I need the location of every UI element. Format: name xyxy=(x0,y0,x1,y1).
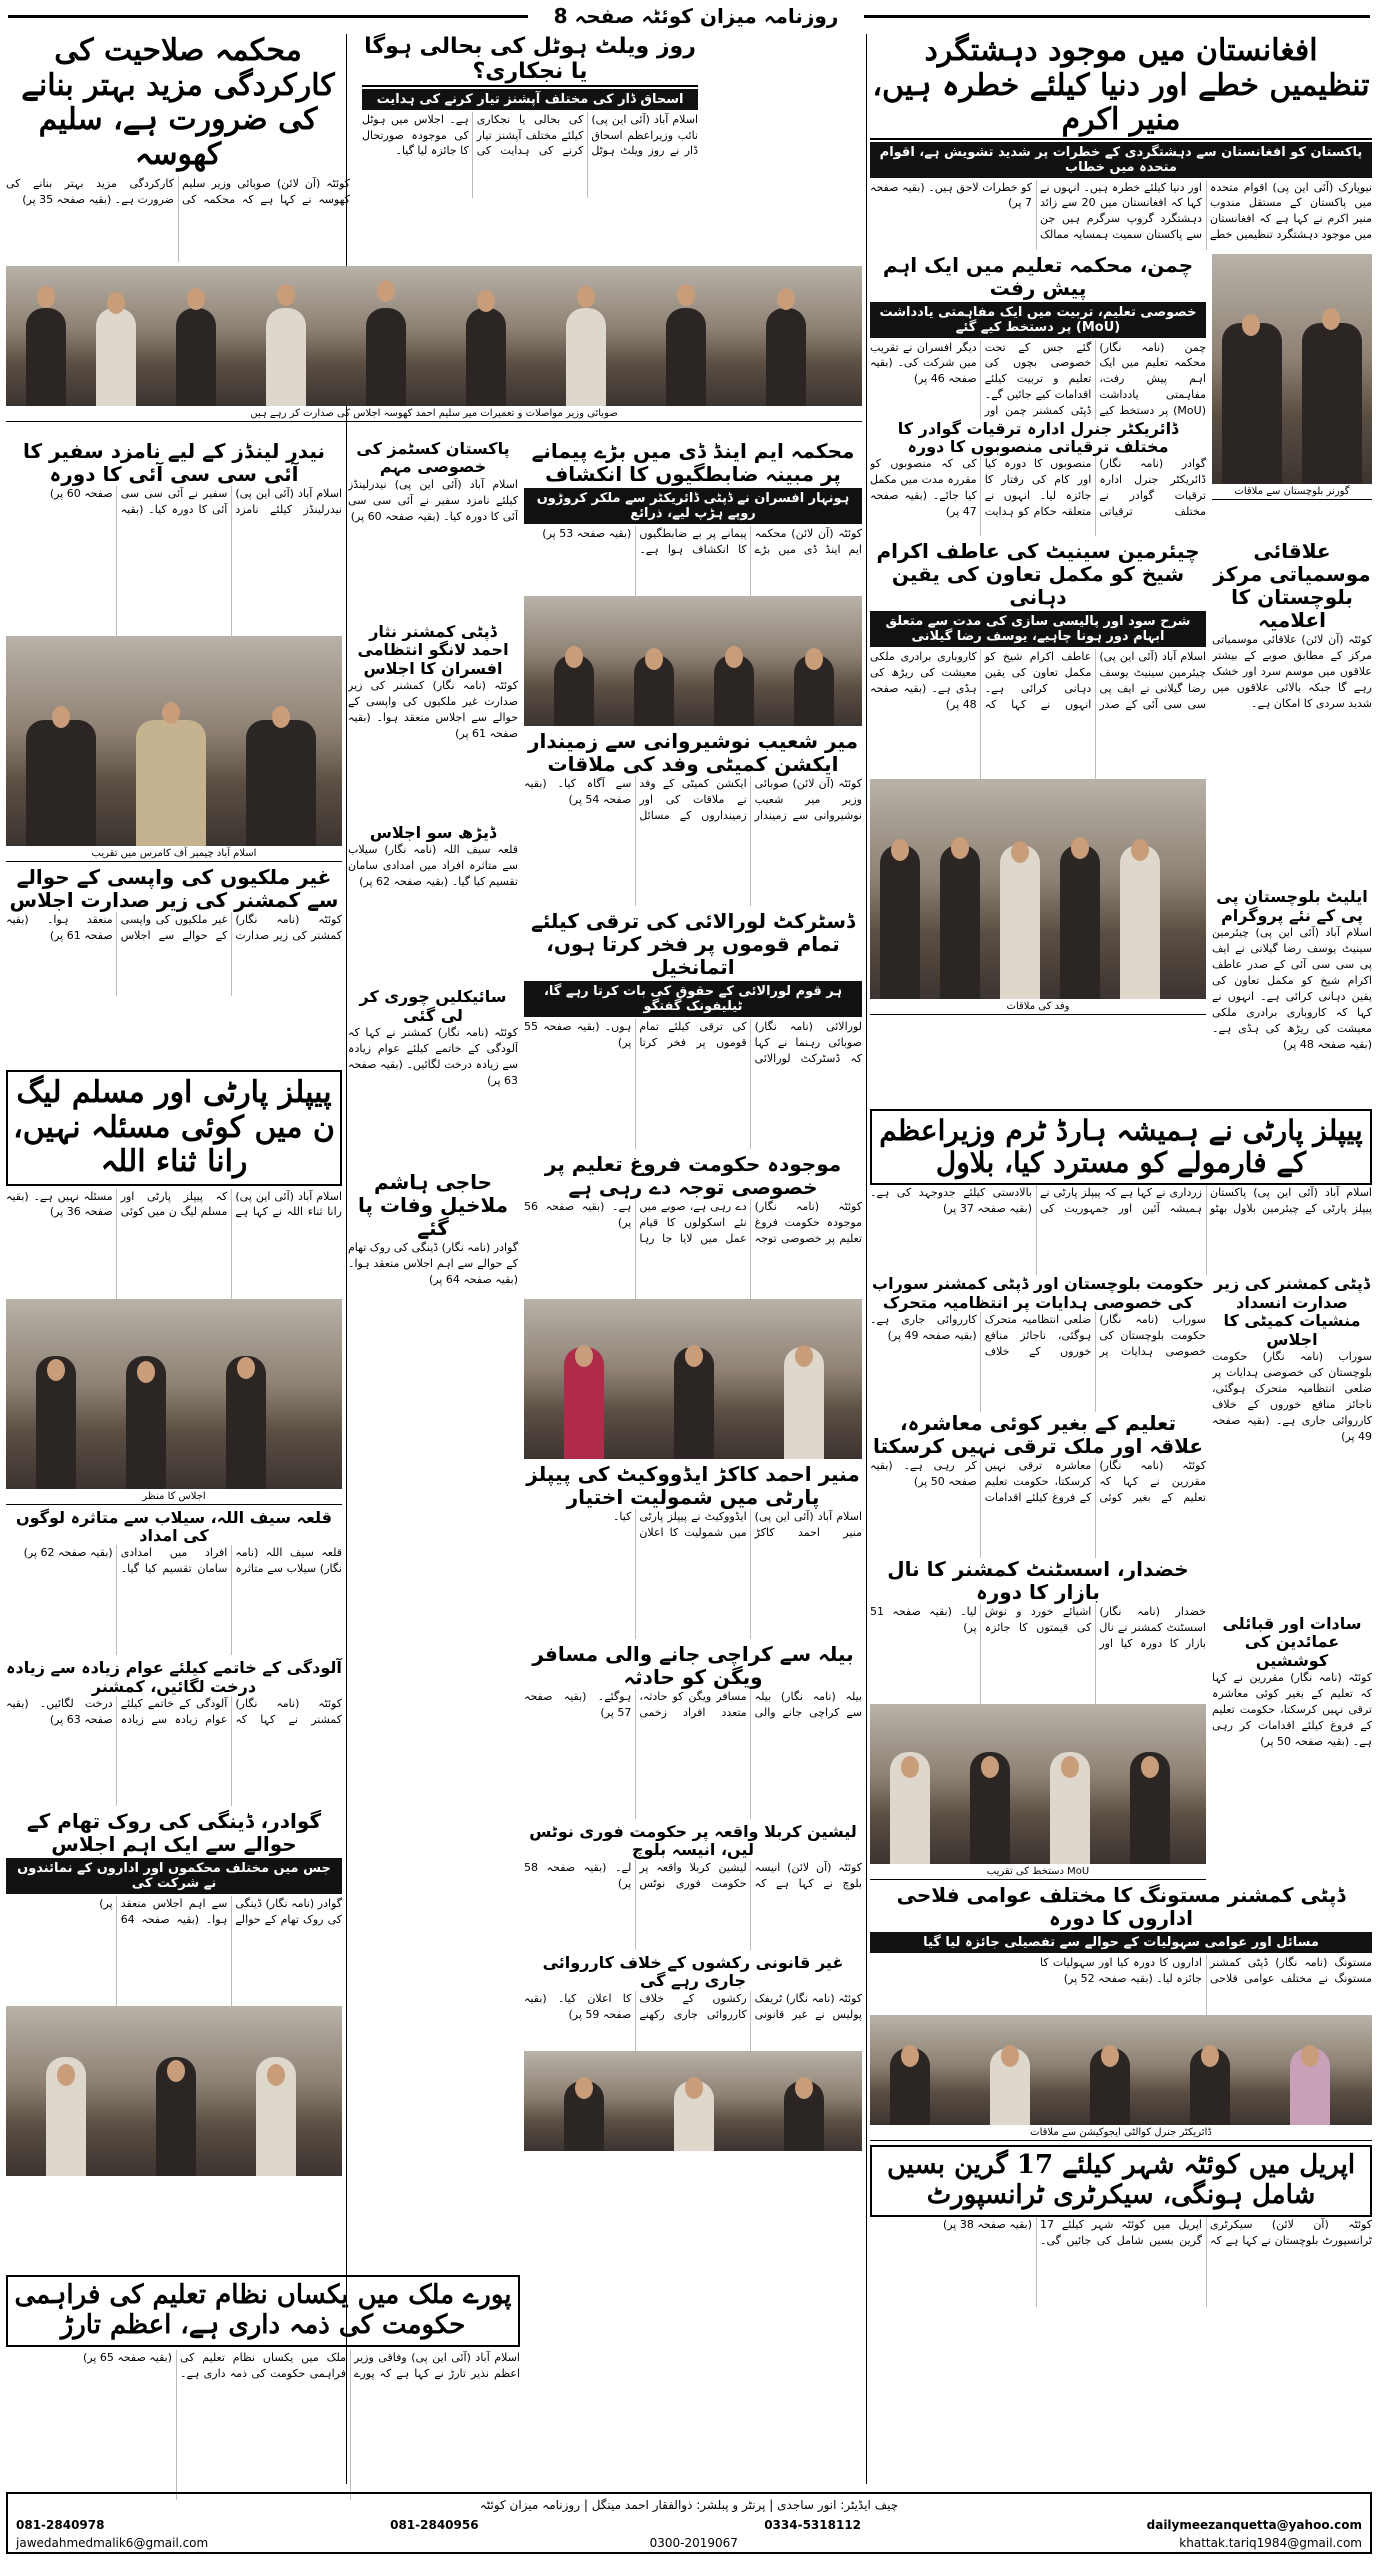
headline: لیشین کربلا واقعہ پر حکومت فوری نوٹس لیں، انیسہ بلوچ xyxy=(529,1822,857,1860)
article-body: اسلام آباد (آئی این پی) چیئرمین سینیٹ یوسف رضا گیلانی نے ایف پی سی سی آئی کے صدر عاطف اکرام شیخ کو مکمل تعاون کی یقین دہانی کرائی ہے۔ انہوں نے کہا کہ کاروباری برادری ملکی معیشت کی ریڑھ کی ہڈی ہے۔ (بقیہ صفحہ 48 پر) xyxy=(1212,926,1372,1051)
email-address[interactable]: jawedahmedmalik6@gmail.com xyxy=(16,2536,209,2550)
headline: منیر احمد کاکڑ ایڈووکیٹ کی پیپلز پارٹی میں شمولیت اختیار xyxy=(526,1462,860,1509)
imprint-footer xyxy=(6,2492,1372,2554)
headline: گوادر، ڈینگی کی روک تھام کے حوالے سے ایک اہم اجلاس xyxy=(26,1809,322,1857)
article-body: کوئٹہ (آن لائن) صوبائی وزیر سلیم کھوسہ نے کہا ہے کہ محکمہ کی کارکردگی مزید بہتر بنانے کی ضرورت ہے۔ (بقیہ صفحہ 35 پر) xyxy=(6,177,350,206)
news-photo xyxy=(6,266,862,406)
article-body: اسلام آباد (آئی این پی) وفاقی وزیر اعظم نذیر تارڑ نے کہا ہے کہ پورے ملک میں یکساں نظام تعلیم کی فراہمی حکومت کی ذمہ داری ہے۔ (بقیہ صفحہ 65 پر) xyxy=(82,2350,520,2380)
article-body: کوئٹہ (نامہ نگار) مقررین نے کہا کہ تعلیم کے بغیر کوئی معاشرہ ترقی نہیں کرسکتا، حکومت تعلیم کے فروغ کیلئے اقدامات کر رہی ہے۔ (بقیہ صفحہ 50 پر) xyxy=(1212,1671,1372,1748)
photo-caption: ڈائریکٹر جنرل کوالٹی ایجوکیشن سے ملاقات xyxy=(870,2125,1372,2141)
headline: افغانستان میں موجود دہشتگرد تنظیمیں خطے اور دنیا کیلئے خطرہ ہیں، منیر اکرم xyxy=(870,34,1372,140)
article-body: مستونگ (نامہ نگار) ڈپٹی کمشنر مستونگ نے مختلف عوامی فلاحی اداروں کا دورہ کیا اور سہولیات کا جائزہ لیا۔ (بقیہ صفحہ 52 پر) xyxy=(1040,1956,1372,1986)
headline: ڈپٹی کمشنر مستونگ کا مختلف عوامی فلاحی اداروں کا دورہ xyxy=(896,1883,1346,1931)
article-body: قلعہ سیف اللہ (نامہ نگار) سیلاب سے متاثرہ افراد میں امدادی سامان تقسیم کیا گیا۔ (بقیہ صفحہ 62 پر) xyxy=(348,843,518,889)
masthead-rule-right xyxy=(864,15,1370,18)
masthead-rule-left xyxy=(8,15,528,18)
article-body: گوادر (نامہ نگار) ڈینگی کی روک تھام کے حوالے سے اہم اجلاس منعقد ہوا۔ (بقیہ صفحہ 64 پر) xyxy=(99,1897,342,1926)
article-body: اسلام آباد (آئی این پی) نائب وزیراعظم اسحاق ڈار نے روز ویلٹ ہوٹل کی بحالی یا نجکاری کیلئے مختلف آپشنز تیار کرنے کی ہدایت کی ہے۔ اجلاس میں ہوٹل کی موجودہ صورتحال کا جائزہ لیا گیا۔ xyxy=(362,112,698,158)
photo-caption: اسلام آباد چیمبر آف کامرس میں تقریب xyxy=(6,846,342,862)
headline: ایلیٹ بلوچستان پی پی کے نئے پروگرام xyxy=(1216,887,1368,925)
article-body: کوئٹہ (آن لائن) علاقائی موسمیاتی مرکز کے مطابق صوبے کے بیشتر علاقوں میں موسم سرد اور خشک رہے گا جبکہ بالائی علاقوں میں شدید سردی کا امکان ہے۔ xyxy=(1212,633,1372,711)
phone-number: 081-2840978 xyxy=(16,2518,105,2532)
news-photo xyxy=(524,2051,862,2151)
headline: حکومت بلوچستان اور ڈپٹی کمشنر سوراب کی خصوصی ہدایات پر انتظامیہ متحرک xyxy=(872,1274,1204,1312)
article-body: لورالائی (نامہ نگار) صوبائی رہنما نے کہا کہ ڈسٹرکٹ لورالائی کی ترقی کیلئے تمام قوموں پر فخر کرتا ہوں۔ (بقیہ صفحہ 55 پر) xyxy=(524,1020,862,1065)
imprint-line: چیف ایڈیٹر: انور ساجدی | پرنٹر و پبلشر: ذوالفقار احمد مینگل | روزنامہ میزان کوئٹہ xyxy=(479,2498,899,2512)
photo-caption: گورنر بلوچستان سے ملاقات xyxy=(1212,484,1372,500)
article-body: نیویارک (آئی این پی) اقوام متحدہ میں پاکستان کے مستقل مندوب منیر اکرم نے کہا ہے کہ افغانستان میں موجود دہشتگرد تنظیمیں خطے اور دنیا کیلئے خطرہ ہیں۔ انہوں نے کہا کہ افغانستان میں 20 سے زائد دہشتگرد گروپ سرگرم ہیں جن سے پاکستان سمیت ہمسایہ ممالک کو خطرات لاحق ہیں۔ (بقیہ صفحہ 7 پر) xyxy=(870,180,1372,242)
headline: سائیکلیں چوری کر لی گئی xyxy=(359,987,507,1025)
article-body: کوئٹہ (آن لائن) انیسہ بلوچ نے کہا ہے کہ لیشین کربلا واقعہ پر حکومت فوری نوٹس لے۔ (بقیہ صفحہ 58 پر) xyxy=(524,1860,862,1890)
headline: پیپلز پارٹی نے ہمیشہ ہارڈ ٹرم وزیراعظم کے فارمولے کو مسترد کیا، بلاول xyxy=(870,1109,1372,1185)
headline: غیر قانونی رکشوں کے خلاف کارروائی جاری رہے گی xyxy=(542,1952,844,1991)
email-address[interactable]: khattak.tariq1984@gmail.com xyxy=(1179,2536,1362,2550)
mobile-number: 0300-2019067 xyxy=(649,2536,738,2550)
article-body: بیلہ (نامہ نگار) بیلہ سے کراچی جانے والی مسافر ویگن کو حادثہ، متعدد افراد زخمی ہوگئے۔ (بقیہ صفحہ 57 پر) xyxy=(524,1690,862,1719)
article-body: کوئٹہ (نامہ نگار) کمشنر کی زیر صدارت غیر ملکیوں کی واپسی کے حوالے سے اجلاس منعقد ہوا۔ (بقیہ صفحہ 61 پر) xyxy=(6,913,342,942)
article-tarar xyxy=(6,2275,520,2500)
article-body: گوادر (نامہ نگار) ڈینگی کی روک تھام کے حوالے سے اہم اجلاس منعقد ہوا۔ (بقیہ صفحہ 64 پر) xyxy=(348,1241,518,1286)
news-photo xyxy=(870,1704,1206,1864)
sub-headline: شرح سود اور پالیسی سازی کی مدت سے متعلق ابہام دور ہونا چاہیے، یوسف رضا گیلانی xyxy=(870,611,1206,647)
article-body: گوادر (نامہ نگار) ڈائریکٹر جنرل ادارہ ترقیات گوادر نے مختلف ترقیاتی منصوبوں کا دورہ کیا اور کام کی رفتار کا جائزہ لیا۔ انہوں نے متعلقہ حکام کو ہدایت کی کہ منصوبوں کو مقررہ مدت میں مکمل کیا جائے۔ (بقیہ صفحہ 47 پر) xyxy=(870,457,1206,519)
sub-headline: خصوصی تعلیم، تربیت میں ایک مفاہمتی یادداشت (MoU) پر دستخط کیے گئے xyxy=(870,302,1206,338)
photo-caption: MoU دستخط کی تقریب xyxy=(870,1864,1206,1880)
news-photo xyxy=(6,1299,342,1489)
masthead xyxy=(8,4,1370,30)
column-middle xyxy=(524,440,862,2151)
headline: ڈپٹی کمشنر نثار احمد لانگو انتظامی افسران کا اجلاس xyxy=(357,621,509,678)
column-left-narrow xyxy=(348,440,518,1360)
sub-headline: اسحاق ڈار کی مختلف آپشنز تیار کرنے کی ہدایت xyxy=(362,89,698,110)
sub-headline: جس میں مختلف محکموں اور اداروں کے نمائندوں نے شرکت کی xyxy=(6,1858,342,1894)
headline: محکمہ صلاحیت کی کارکردگی مزید بہتر بنانے کی ضرورت ہے، سلیم کھوسہ xyxy=(21,33,335,172)
article-body: کوئٹہ (نامہ نگار) مقررین نے کہا کہ تعلیم کے بغیر کوئی معاشرہ ترقی نہیں کرسکتا، حکومت تعلیم کے فروغ کیلئے اقدامات کر رہی ہے۔ (بقیہ صفحہ 50 پر) xyxy=(870,1459,1206,1505)
article-body: کوئٹہ (آن لائن) صوبائی وزیر میر شعیب نوشیروانی سے زمیندار ایکشن کمیٹی کے وفد نے ملاقات کی اور زمینداروں کے مسائل سے آگاہ کیا۔ (بقیہ صفحہ 54 پر) xyxy=(524,777,862,822)
news-photo xyxy=(870,2015,1372,2125)
article-body: اسلام آباد (آئی این پی) پاکستان پیپلز پارٹی کے چیئرمین بلاول بھٹو زرداری نے کہا ہے کہ پیپلز پارٹی نے ہمیشہ آئین اور جمہوریت کی بالادستی کیلئے جدوجہد کی ہے۔ (بقیہ صفحہ 37 پر) xyxy=(870,1186,1372,1216)
headline: میر شعیب نوشیروانی سے زمیندار ایکشن کمیٹی وفد کی ملاقات xyxy=(527,729,859,776)
photo-caption: صوبائی وزیر مواصلات و تعمیرات میر سلیم احمد کھوسہ اجلاس کی صدارت کر رہے ہیں xyxy=(6,406,862,422)
article-body: کوئٹہ (آن لائن) سیکرٹری ٹرانسپورٹ بلوچستان نے کہا ہے کہ اپریل میں کوئٹہ شہر کیلئے 17 گرین بسیں شامل کی جائیں گی۔ (بقیہ صفحہ 38 پر) xyxy=(942,2218,1372,2247)
headline: ڈیڑھ سو اجلاس xyxy=(369,822,497,842)
phone-number: 081-2840956 xyxy=(390,2518,479,2532)
article-body: چمن (نامہ نگار) محکمہ تعلیم میں ایک اہم پیش رفت، مفاہمتی یادداشت (MoU) پر دستخط کیے گئے جس کے تحت خصوصی بچوں کی تعلیم و تربیت کیلئے اقدامات کیے جائیں گے۔ ڈپٹی کمشنر چمن اور دیگر افسران نے تقریب میں شرکت کی۔ (بقیہ صفحہ 46 پر) xyxy=(870,340,1206,418)
sub-headline: ہر قوم لورالائی کے حقوق کی بات کرتا رہے گا، ٹیلیفونک گفتگو xyxy=(524,981,862,1017)
photo-caption: اجلاس کا منظر xyxy=(6,1489,342,1505)
headline: بیلہ سے کراچی جانے والی مسافر ویگن کو حادثہ xyxy=(532,1642,854,1689)
article-body: سوراب (نامہ نگار) حکومت بلوچستان کی خصوصی ہدایات پر ضلعی انتظامیہ متحرک ہوگئی، ناجائز منافع خوروں کے خلاف کارروائی جاری ہے۔ (بقیہ صفحہ 49 پر) xyxy=(870,1313,1206,1359)
headline: پورے ملک میں یکساں نظام تعلیم کی فراہمی حکومت کی ذمہ داری ہے، اعظم تارڑ xyxy=(6,2275,520,2347)
article-sanaullah xyxy=(6,1070,342,2176)
email-address[interactable]: dailymeezanquetta@yahoo.com xyxy=(1146,2518,1362,2532)
headline: حاجی ہاشم ملاخیل وفات پا گئے xyxy=(357,1170,509,1241)
headline: قلعہ سیف اللہ، سیلاب سے متاثرہ لوگوں کی امداد xyxy=(15,1507,333,1545)
article-body: اسلام آباد (آئی این پی) منیر احمد کاکڑ ایڈووکیٹ نے پیپلز پارٹی میں شمولیت کا اعلان کیا۔ xyxy=(612,1510,862,1539)
article-body: کوئٹہ (نامہ نگار) موجودہ حکومت فروغ تعلیم پر خصوصی توجہ دے رہی ہے، صوبے میں نئے اسکولوں کا قیام عمل میں لایا جا رہا ہے۔ (بقیہ صفحہ 56 پر) xyxy=(524,1200,862,1245)
news-photo xyxy=(524,1299,862,1459)
news-photo xyxy=(524,596,862,726)
headline: پیپلز پارٹی اور مسلم لیگ ن میں کوئی مسئلہ نہیں، رانا ثناء اللہ xyxy=(6,1070,342,1186)
column-right xyxy=(870,34,1372,2307)
headline: غیر ملکیوں کی واپسی کے حوالے سے کمشنر کی زیر صدارت اجلاس xyxy=(9,865,339,912)
headline: علاقائی موسمیاتی مرکز بلوچستان کا اعلامیہ xyxy=(1213,539,1371,633)
headline: آلودگی کے خاتمے کیلئے عوام زیادہ سے زیادہ درخت لگائیں، کمشنر xyxy=(6,1658,342,1696)
news-photo xyxy=(870,779,1206,999)
article-body: اسلام آباد (آئی این پی) رانا ثناء اللہ نے کہا ہے کہ پیپلز پارٹی اور مسلم لیگ ن میں کوئی مسئلہ نہیں ہے۔ (بقیہ صفحہ 36 پر) xyxy=(6,1189,342,1219)
article-body: اسلام آباد (آئی این پی) نیدرلینڈز کیلئے نامزد سفیر نے آئی سی سی آئی کا دورہ کیا۔ (بقیہ صفحہ 60 پر) xyxy=(49,487,342,516)
article-body: اسلام آباد (آئی این پی) نیدرلینڈز کیلئے نامزد سفیر نے آئی سی سی آئی کا دورہ کیا۔ (بقیہ صفحہ 60 پر) xyxy=(348,477,518,523)
article-khosa xyxy=(6,34,862,422)
article-body: کوئٹہ (نامہ نگار) کمشنر کی زیر صدارت غیر ملکیوں کی واپسی کے حوالے سے اجلاس منعقد ہوا۔ (بقیہ صفحہ 61 پر) xyxy=(348,678,518,740)
news-photo xyxy=(6,636,342,846)
headline: ڈسٹرکٹ لورالائی کی ترقی کیلئے تمام قوموں پر فخر کرتا ہوں، اتمانخیل xyxy=(531,909,855,979)
sub-headline: مسائل اور عوامی سہولیات کے حوالے سے تفصیلی جائزہ لیا گیا xyxy=(870,1932,1372,1953)
article-body: سوراب (نامہ نگار) حکومت بلوچستان کی خصوصی ہدایات پر ضلعی انتظامیہ متحرک ہوگئی، ناجائز منافع خوروں کے خلاف کارروائی جاری ہے۔ (بقیہ صفحہ 49 پر) xyxy=(1212,1350,1372,1443)
photo-caption: وفد کی ملاقات xyxy=(870,999,1206,1015)
article-body: کوئٹہ (آن لائن) محکمہ ایم اینڈ ڈی میں بڑے پیمانے پر بے ضابطگیوں کا انکشاف ہوا ہے۔ (بقیہ صفحہ 53 پر) xyxy=(542,527,862,556)
sub-headline: پاکستان کو افغانستان سے دہشتگردی کے خطرات پر شدید تشویش ہے، اقوام متحدہ میں خطاب xyxy=(870,142,1372,178)
news-photo xyxy=(1212,254,1372,484)
headline: موجودہ حکومت فروغ تعلیم پر خصوصی توجہ دے رہی ہے xyxy=(544,1152,842,1199)
headline: ڈائریکٹر جنرل ادارہ ترقیات گوادر کا مختلف ترقیاتی منصوبوں کا دورہ xyxy=(897,418,1179,456)
sub-headline: ہونہار افسران نے ڈپٹی ڈائریکٹر سے ملکر کروڑوں روپے ہڑپ لیے، ذرائع xyxy=(524,488,862,524)
masthead-title: روزنامہ میزان کوئٹہ صفحہ 8 xyxy=(553,4,839,28)
headline: روز ویلٹ ہوٹل کی بحالی ہوگا یا نجکاری؟ xyxy=(362,34,698,87)
article-body: کوئٹہ (نامہ نگار) کمشنر نے کہا کہ آلودگی کے خاتمے کیلئے عوام زیادہ سے زیادہ درخت لگائیں۔ (بقیہ صفحہ 63 پر) xyxy=(6,1697,342,1726)
headline: چیئرمین سینیٹ کی عاطف اکرام شیخ کو مکمل تعاون کی یقین دہانی xyxy=(876,539,1200,610)
article-body: کوئٹہ (نامہ نگار) کمشنر نے کہا کہ آلودگی کے خاتمے کیلئے عوام زیادہ سے زیادہ درخت لگائیں۔ (بقیہ صفحہ 63 پر) xyxy=(348,1026,518,1087)
article-body: کوئٹہ (نامہ نگار) ٹریفک پولیس نے غیر قانونی رکشوں کے خلاف کارروائی جاری رکھنے کا اعلان کیا۔ (بقیہ صفحہ 59 پر) xyxy=(524,1991,862,2021)
column-divider xyxy=(866,34,867,2484)
headline: نیدر لینڈز کے لیے نامزد سفیر کا آئی سی سی آئی کا دورہ xyxy=(22,439,326,486)
article-body: خضدار (نامہ نگار) اسسٹنٹ کمشنر نے نال بازار کا دورہ کیا اور اشیائے خورد و نوش کی قیمتوں کا جائزہ لیا۔ (بقیہ صفحہ 51 پر) xyxy=(870,1605,1206,1651)
article-body: اسلام آباد (آئی این پی) چیئرمین سینیٹ یوسف رضا گیلانی نے ایف پی سی سی آئی کے صدر عاطف اکرام شیخ کو مکمل تعاون کی یقین دہانی کرائی ہے۔ انہوں نے کہا کہ کاروباری برادری ملکی معیشت کی ریڑھ کی ہڈی ہے۔ (بقیہ صفحہ 48 پر) xyxy=(870,650,1206,712)
headline: پاکستان کسٹمز کی خصوصی مہم xyxy=(356,439,510,477)
headline: خضدار، اسسٹنٹ کمشنر کا نال بازار کا دورہ xyxy=(887,1557,1189,1605)
column-left-lower xyxy=(6,440,342,996)
headline: تعلیم کے بغیر کوئی معاشرہ، علاقہ اور ملک ترقی نہیں کرسکتا xyxy=(872,1411,1204,1459)
headline: ڈپٹی کمشنر کی زیر صدارت انسداد منشیات کمیٹی کا اجلاس xyxy=(1213,1274,1371,1349)
headline: چمن، محکمہ تعلیم میں ایک اہم پیش رفت xyxy=(882,252,1194,300)
headline: سادات اور قبائلی عمائدین کی کوششیں xyxy=(1222,1614,1362,1670)
headline: اپریل میں کوئٹہ شہر کیلئے 17 گرین بسیں شامل ہونگی، سیکرٹری ٹرانسپورٹ xyxy=(870,2145,1372,2217)
headline: محکمہ ایم اینڈ ڈی میں بڑے پیمانے پر مبینہ ضابطگیوں کا انکشاف xyxy=(531,439,855,486)
news-photo xyxy=(6,2006,342,2176)
article-body: قلعہ سیف اللہ (نامہ نگار) سیلاب سے متاثرہ افراد میں امدادی سامان تقسیم کیا گیا۔ (بقیہ صفحہ 62 پر) xyxy=(23,1546,342,1576)
mobile-number: 0334-5318112 xyxy=(764,2518,862,2532)
